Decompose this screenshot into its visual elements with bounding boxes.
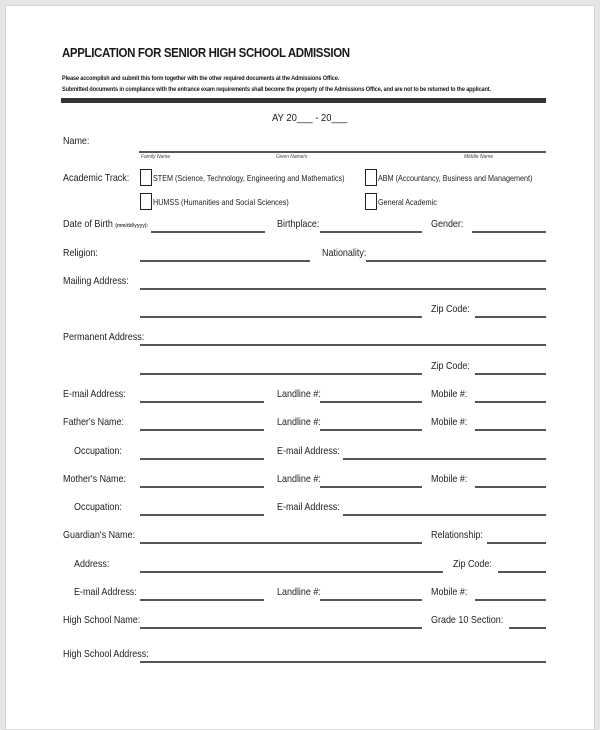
mothers-landline-field[interactable]: [320, 486, 422, 488]
mobile-field[interactable]: [475, 401, 546, 403]
given-name-sublabel: Given Name/s: [276, 154, 308, 160]
name-field[interactable]: [139, 151, 546, 153]
nationality-field[interactable]: [366, 260, 546, 262]
date-of-birth-text: Date of Birth: [63, 219, 113, 230]
academic-year: AY 20___ - 20___: [272, 112, 348, 124]
fathers-occupation-field[interactable]: [140, 458, 264, 460]
academic-track-label: Academic Track:: [63, 173, 130, 184]
nationality-label: Nationality:: [322, 248, 367, 259]
fathers-email-label: E-mail Address:: [277, 446, 340, 457]
landline-label: Landline #:: [277, 389, 321, 400]
family-name-sublabel: Family Name: [141, 154, 171, 160]
guardian-email-label: E-mail Address:: [74, 587, 137, 598]
fathers-landline-field[interactable]: [320, 429, 422, 431]
date-of-birth-label: [63, 219, 148, 230]
fathers-name-field[interactable]: [140, 429, 264, 431]
birthplace-label: Birthplace:: [277, 219, 320, 230]
religion-label: Religion:: [63, 248, 98, 259]
stem-option-label: STEM (Science, Technology, Engineering and Mathematics): [153, 174, 345, 183]
form-page: [5, 5, 595, 730]
permanent-zip-label: Zip Code:: [431, 361, 470, 372]
date-of-birth-field[interactable]: [151, 231, 265, 233]
humss-option-label: HUMSS (Humanities and Social Sciences): [153, 198, 289, 207]
fathers-email-field[interactable]: [343, 458, 546, 460]
guardian-email-field[interactable]: [140, 599, 264, 601]
form-title: APPLICATION FOR SENIOR HIGH SCHOOL ADMISSION: [62, 46, 350, 60]
gender-label: Gender:: [431, 219, 464, 230]
guardians-name-label: Guardian's Name:: [63, 530, 135, 541]
mothers-name-field[interactable]: [140, 486, 264, 488]
religion-field[interactable]: [140, 260, 310, 262]
mothers-email-label: E-mail Address:: [277, 502, 340, 513]
name-label: Name:: [63, 136, 90, 147]
mailing-zip-label: Zip Code:: [431, 304, 470, 315]
permanent-address-label: Permanent Address:: [63, 332, 145, 343]
mothers-mobile-field[interactable]: [475, 486, 546, 488]
guardian-mobile-field[interactable]: [475, 599, 546, 601]
permanent-zip-field[interactable]: [475, 373, 546, 375]
mothers-occupation-field[interactable]: [140, 514, 264, 516]
landline-field[interactable]: [320, 401, 422, 403]
high-school-name-label: High School Name:: [63, 615, 141, 626]
general-academic-checkbox[interactable]: [365, 193, 377, 210]
mailing-zip-field[interactable]: [475, 316, 546, 318]
guardian-landline-field[interactable]: [320, 599, 422, 601]
grade-10-section-label: Grade 10 Section:: [431, 615, 504, 626]
header-divider: [61, 98, 546, 103]
high-school-address-field[interactable]: [140, 661, 546, 663]
date-format-hint: (mm/dd/yyyy):: [115, 223, 149, 229]
guardian-address-label: Address:: [74, 559, 110, 570]
fathers-mobile-field[interactable]: [475, 429, 546, 431]
instruction-line-2: Submitted documents in compliance with the entrance exam requirements shall become the property of the Admissions Office, and are not to be returned to the applicant.: [62, 86, 491, 93]
guardian-address-field[interactable]: [140, 571, 443, 573]
mailing-address-field-2[interactable]: [140, 316, 422, 318]
general-academic-option-label: General Academic: [378, 198, 437, 207]
mothers-landline-label: Landline #:: [277, 474, 321, 485]
relationship-label: Relationship:: [431, 530, 483, 541]
high-school-name-field[interactable]: [140, 627, 422, 629]
fathers-occupation-label: Occupation:: [74, 446, 122, 457]
mobile-label: Mobile #:: [431, 389, 468, 400]
permanent-address-field-1[interactable]: [140, 344, 546, 346]
mothers-occupation-label: Occupation:: [74, 502, 122, 513]
gender-field[interactable]: [472, 231, 546, 233]
relationship-field[interactable]: [487, 542, 546, 544]
stem-checkbox[interactable]: [140, 169, 152, 186]
email-label: E-mail Address:: [63, 389, 126, 400]
mailing-address-field-1[interactable]: [140, 288, 546, 290]
mailing-address-label: Mailing Address:: [63, 276, 129, 287]
guardians-name-field[interactable]: [140, 542, 422, 544]
mothers-name-label: Mother's Name:: [63, 474, 127, 485]
middle-name-sublabel: Middle Name: [464, 154, 494, 160]
mothers-mobile-label: Mobile #:: [431, 474, 468, 485]
humss-checkbox[interactable]: [140, 193, 152, 210]
instruction-line-1: Please accomplish and submit this form together with the other required documents at the Admissions Office.: [62, 75, 340, 82]
guardian-mobile-label: Mobile #:: [431, 587, 468, 598]
fathers-name-label: Father's Name:: [63, 417, 125, 428]
guardian-zip-field[interactable]: [498, 571, 546, 573]
permanent-address-field-2[interactable]: [140, 373, 422, 375]
mothers-email-field[interactable]: [343, 514, 546, 516]
guardian-zip-label: Zip Code:: [453, 559, 492, 570]
guardian-landline-label: Landline #:: [277, 587, 321, 598]
birthplace-field[interactable]: [320, 231, 422, 233]
abm-checkbox[interactable]: [365, 169, 377, 186]
email-field[interactable]: [140, 401, 264, 403]
high-school-address-label: High School Address:: [63, 649, 149, 660]
fathers-mobile-label: Mobile #:: [431, 417, 468, 428]
grade-10-section-field[interactable]: [509, 627, 546, 629]
abm-option-label: ABM (Accountancy, Business and Management): [378, 174, 533, 183]
fathers-landline-label: Landline #:: [277, 417, 321, 428]
